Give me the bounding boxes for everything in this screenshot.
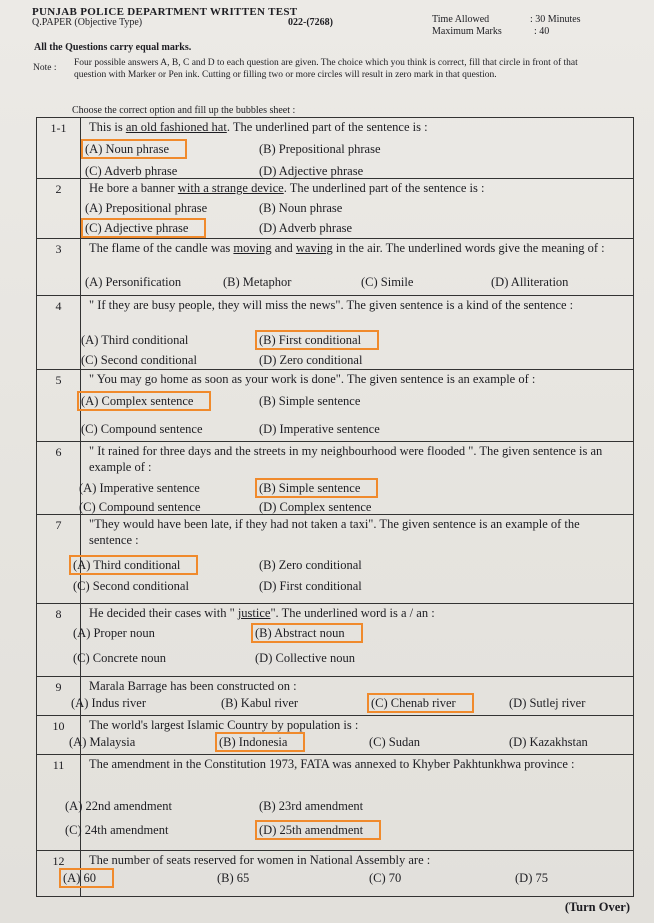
option-c[interactable]: (C) Chenab river xyxy=(371,696,456,710)
equal-marks-note: All the Questions carry equal marks. xyxy=(34,42,192,53)
question-row xyxy=(37,295,633,369)
option-b[interactable]: (B) Metaphor xyxy=(223,275,292,289)
question-number: 3 xyxy=(37,239,81,295)
question-number: 9 xyxy=(37,677,81,715)
option-d[interactable]: (D) 75 xyxy=(515,871,548,885)
option-b[interactable]: (B) First conditional xyxy=(259,333,362,347)
question-text-post: ". The underlined word is a / an : xyxy=(270,606,435,620)
option-c[interactable]: (C) 70 xyxy=(369,871,402,885)
answer-highlight-box xyxy=(255,330,379,350)
question-text-post: . The underlined part of the sentence is : xyxy=(283,181,485,195)
option-a[interactable]: (A) 22nd amendment xyxy=(65,799,172,813)
department-title: PUNJAB POLICE DEPARTMENT WRITTEN TEST xyxy=(32,6,298,18)
option-b[interactable]: (B) Prepositional phrase xyxy=(259,142,381,156)
question-underlined-2: waving xyxy=(295,241,333,255)
question-text: " You may go home as soon as your work is done". The given sentence is an example of : xyxy=(89,372,536,386)
question-text-mid: and xyxy=(271,241,296,255)
question-text-pre: This is xyxy=(89,120,126,134)
note-text: Four possible answers A, B, C and D to each question are given. The choice which you think is correct, fill that circle in front of that question with Marker or Pen ink. Cutting or filling two or more circles will result in zero mark in that question. xyxy=(74,58,578,80)
option-d[interactable]: (D) 25th amendment xyxy=(259,823,364,837)
question-underlined: justice xyxy=(237,606,271,620)
question-number: 10 xyxy=(37,716,81,754)
option-c[interactable]: (C) Second conditional xyxy=(73,579,189,593)
option-b[interactable]: (B) Indonesia xyxy=(219,735,288,749)
option-b[interactable]: (B) Simple sentence xyxy=(259,481,361,495)
question-row xyxy=(37,850,633,897)
question-text: " If they are busy people, they will miss the news". The given sentence is a kind of the sentence : xyxy=(89,298,574,312)
option-b[interactable]: (B) Simple sentence xyxy=(259,394,361,408)
question-underlined: an old fashioned hat xyxy=(125,120,227,134)
option-a[interactable]: (A) Noun phrase xyxy=(85,142,170,156)
option-a[interactable]: (A) Prepositional phrase xyxy=(85,201,208,215)
option-d[interactable]: (D) Zero conditional xyxy=(259,353,363,367)
option-b[interactable]: (B) Kabul river xyxy=(221,696,299,710)
option-d[interactable]: (D) Sutlej river xyxy=(509,696,586,710)
answer-highlight-box xyxy=(81,139,187,159)
option-c[interactable]: (C) 24th amendment xyxy=(65,823,169,837)
option-a[interactable]: (A) 60 xyxy=(63,871,96,885)
question-text-pre: He bore a banner xyxy=(89,181,178,195)
question-body xyxy=(83,370,633,441)
question-row xyxy=(37,676,633,715)
answer-highlight-box xyxy=(59,868,114,888)
answer-highlight-box xyxy=(255,478,378,498)
choose-instruction: Choose the correct option and fill up the bubbles sheet : xyxy=(72,105,296,116)
question-body xyxy=(83,179,633,238)
question-number: 12 xyxy=(37,851,81,896)
option-c[interactable]: (C) Compound sentence xyxy=(79,500,201,514)
option-a[interactable]: (A) Indus river xyxy=(71,696,146,710)
option-b[interactable]: (B) Abstract noun xyxy=(255,626,345,640)
answer-highlight-box xyxy=(251,623,363,643)
question-number: 1-1 xyxy=(37,118,81,178)
answer-highlight-box xyxy=(81,218,206,238)
question-row xyxy=(37,754,633,850)
question-body xyxy=(65,755,633,850)
question-row xyxy=(37,514,633,603)
option-c[interactable]: (C) Concrete noun xyxy=(73,651,167,665)
option-c[interactable]: (C) Second conditional xyxy=(81,353,197,367)
answer-highlight-box xyxy=(367,693,474,713)
question-number: 8 xyxy=(37,604,81,676)
option-a[interactable]: (A) Third conditional xyxy=(73,558,181,572)
option-c[interactable]: (C) Sudan xyxy=(369,735,421,749)
question-body xyxy=(83,118,633,178)
marks-label: Maximum Marks xyxy=(432,26,502,37)
option-c[interactable]: (C) Compound sentence xyxy=(81,422,203,436)
paper-type: Q.PAPER (Objective Type) xyxy=(32,17,143,28)
option-a[interactable]: (A) Proper noun xyxy=(73,626,155,640)
option-d[interactable]: (D) Adjective phrase xyxy=(259,164,364,178)
question-number: 2 xyxy=(37,179,81,238)
option-a[interactable]: (A) Third conditional xyxy=(81,333,189,347)
marks-value: : 40 xyxy=(534,26,550,37)
option-c[interactable]: (C) Adverb phrase xyxy=(85,164,178,178)
option-b[interactable]: (B) 65 xyxy=(217,871,250,885)
time-label: Time Allowed xyxy=(432,14,490,25)
question-text-post: in the air. The underlined words give the meaning of : xyxy=(332,241,605,255)
turn-over: (Turn Over) xyxy=(564,900,630,914)
answer-highlight-box xyxy=(255,820,381,840)
option-b[interactable]: (B) Noun phrase xyxy=(259,201,343,215)
question-text xyxy=(89,240,619,256)
question-underlined: with a strange device xyxy=(177,181,284,195)
question-body xyxy=(71,677,633,715)
question-text xyxy=(89,180,619,196)
question-number: 4 xyxy=(37,296,81,369)
time-value: : 30 Minutes xyxy=(530,14,581,25)
option-a[interactable]: (A) Imperative sentence xyxy=(79,481,200,495)
question-text: " It rained for three days and the streets in my neighbourhood were flooded ". The given sentence is an example of : xyxy=(89,444,603,474)
question-body xyxy=(63,851,633,896)
question-row xyxy=(37,238,633,295)
question-text-post: . The underlined part of the sentence is : xyxy=(226,120,428,134)
option-c[interactable]: (C) Simile xyxy=(361,275,414,289)
question-text xyxy=(89,119,619,135)
question-text: The amendment in the Constitution 1973, FATA was annexed to Khyber Pakhtunkhwa province : xyxy=(89,757,575,771)
question-text-pre: The flame of the candle was xyxy=(89,241,234,255)
option-a[interactable]: (A) Complex sentence xyxy=(81,394,194,408)
question-row xyxy=(37,715,633,754)
option-a[interactable]: (A) Personification xyxy=(85,275,182,289)
question-row xyxy=(37,369,633,441)
paper-code: 022-(7268) xyxy=(288,17,333,28)
option-d[interactable]: (D) Alliteration xyxy=(491,275,569,289)
option-d[interactable]: (D) Collective noun xyxy=(255,651,355,665)
question-text: The world's largest Islamic Country by population is : xyxy=(89,718,359,732)
question-text: "They would have been late, if they had not taken a taxi". The given sentence is an example of the sentence : xyxy=(89,517,580,547)
question-body xyxy=(73,604,633,676)
question-text: The number of seats reserved for women in National Assembly are : xyxy=(89,853,431,867)
option-b[interactable]: (B) 23rd amendment xyxy=(259,799,364,813)
question-body xyxy=(83,239,633,295)
option-d[interactable]: (D) Complex sentence xyxy=(259,500,372,514)
question-body xyxy=(79,442,633,514)
question-body xyxy=(69,716,633,754)
option-a[interactable]: (A) Malaysia xyxy=(69,735,136,749)
answer-highlight-box xyxy=(69,555,198,575)
question-number: 5 xyxy=(37,370,81,441)
question-underlined: moving xyxy=(233,241,272,255)
question-number: 11 xyxy=(37,755,81,850)
question-number: 6 xyxy=(37,442,81,514)
note-label: Note : xyxy=(33,63,57,73)
option-d[interactable]: (D) First conditional xyxy=(259,579,362,593)
question-number: 7 xyxy=(37,515,81,603)
question-row xyxy=(37,441,633,514)
question-text xyxy=(89,605,619,621)
option-b[interactable]: (B) Zero conditional xyxy=(259,558,362,572)
answer-highlight-box xyxy=(215,732,305,752)
question-body xyxy=(73,515,633,603)
option-d[interactable]: (D) Imperative sentence xyxy=(259,422,380,436)
question-row xyxy=(37,117,633,178)
question-table xyxy=(36,117,634,897)
answer-highlight-box xyxy=(77,391,211,411)
option-d[interactable]: (D) Kazakhstan xyxy=(509,735,588,749)
question-body xyxy=(83,296,633,369)
question-text: Marala Barrage has been constructed on : xyxy=(89,679,297,693)
option-c[interactable]: (C) Adjective phrase xyxy=(85,221,189,235)
question-text-pre: He decided their cases with " xyxy=(89,606,238,620)
option-d[interactable]: (D) Adverb phrase xyxy=(259,221,353,235)
question-row xyxy=(37,178,633,238)
question-row xyxy=(37,603,633,676)
